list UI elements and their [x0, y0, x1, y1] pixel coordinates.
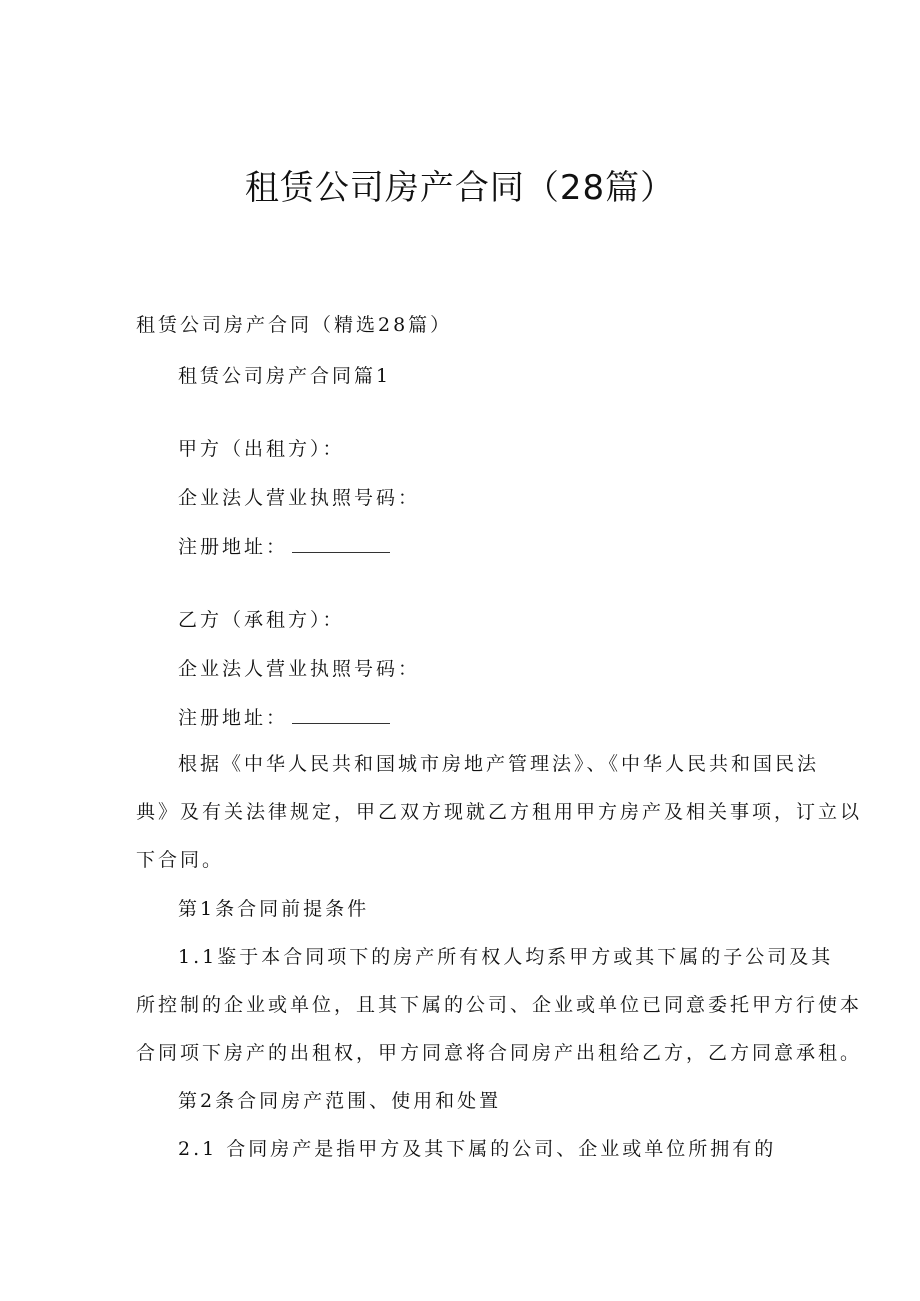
party-b-label: 乙方（承租方）：: [178, 609, 345, 631]
document-title: 租赁公司房产合同（28篇）: [244, 168, 676, 208]
address-blank-line: [292, 538, 390, 553]
article-1-1-line-1: 1.1鉴于本合同项下的房产所有权人均系甲方或其下属的子公司及其: [178, 946, 834, 968]
address-blank-line: [292, 709, 390, 724]
section-heading: 租赁公司房产合同篇1: [178, 365, 392, 387]
party-a-address-label: 注册地址：: [178, 536, 289, 558]
intro-line-2: 典》及有关法律规定，甲乙双方现就乙方租用甲方房产及相关事项，订立以: [136, 801, 863, 823]
party-b-address-label: 注册地址：: [178, 707, 289, 729]
intro-line-1: 根据《中华人民共和国城市房地产管理法》、《中华人民共和国民法: [178, 753, 820, 775]
party-a-address-line: [178, 538, 390, 557]
article-2-heading: 第2条合同房产范围、使用和处置: [178, 1090, 502, 1112]
party-a-label: 甲方（出租方）：: [178, 438, 345, 460]
document-subtitle: 租赁公司房产合同（精选28篇）: [136, 314, 453, 336]
article-1-heading: 第1条合同前提条件: [178, 898, 370, 920]
article-2-1-line: 2.1 合同房产是指甲方及其下属的公司、企业或单位所拥有的: [178, 1138, 777, 1160]
article-1-1-line-3: 合同项下房产的出租权，甲方同意将合同房产出租给乙方，乙方同意承租。: [136, 1042, 863, 1064]
intro-line-3: 下合同。: [136, 849, 225, 871]
party-b-license-label: 企业法人营业执照号码：: [178, 658, 421, 680]
party-b-address-line: [178, 709, 390, 728]
party-a-license-label: 企业法人营业执照号码：: [178, 487, 421, 509]
article-1-1-line-2: 所控制的企业或单位，且其下属的公司、企业或单位已同意委托甲方行使本: [136, 994, 863, 1016]
